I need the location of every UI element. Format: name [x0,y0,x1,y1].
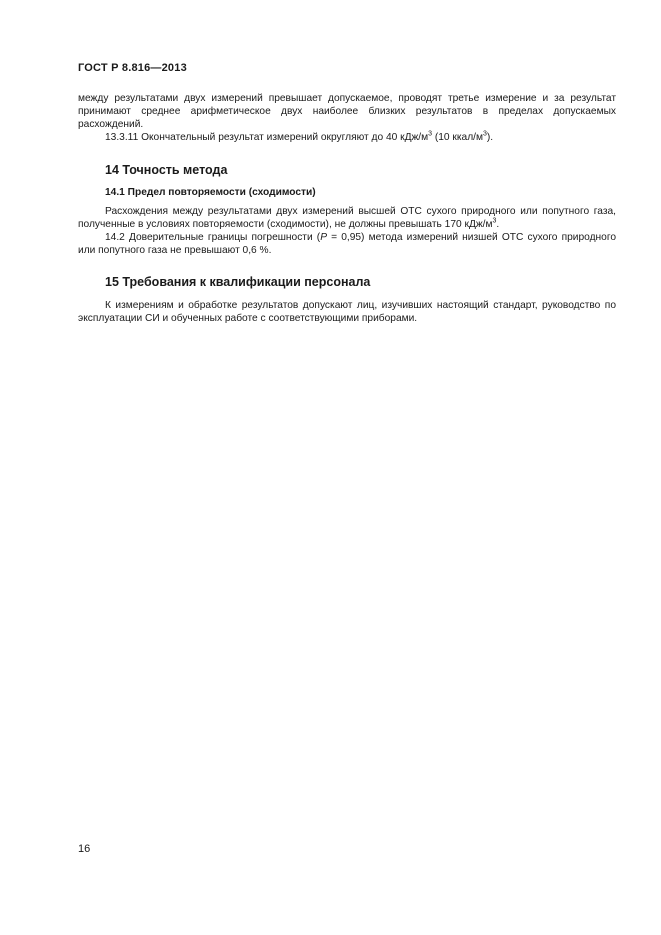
section-14-2-variable: P [320,232,327,243]
section-14-1-text: Расхождения между результатами двух измерений высшей ОТС сухого природного или попутного газа, полученные в условиях повторяемости (сходимости), не должны превышать 170 кДж/м [78,206,616,230]
page-content [78,92,616,325]
section-14-title: 14 Точность метода [105,163,228,177]
clause-13-3-11-sup-b: 3 [483,130,487,138]
section-14-2-paragraph [78,231,616,257]
section-14-2-text-b: = 0,95) метода измерений низшей ОТС сухого природного или попутного газа не превышают 0,6 %. [78,232,616,256]
section-15-title: 15 Требования к квалификации персонала [105,275,371,289]
section-14-1-title: 14.1 Предел повторяемости (сходимости) [105,187,316,198]
section-14-2-text-a: 14.2 Доверительные границы погрешности ( [105,232,321,243]
intro-continuation: между результатами двух измерений превышает допускаемое, проводят третье измерение и за результат принимают среднее арифметическое двух наиболее близких результатов в пределах допускаемых расхождений. [78,93,616,130]
clause-13-3-11 [78,131,616,144]
page-number: 16 [78,843,91,855]
section-14-1-sup: 3 [492,217,497,225]
clause-13-3-11-text-c: ). [486,132,494,143]
clause-13-3-11-text-a: 13.3.11 Окончательный результат измерений округляют до 40 кДж/м [105,132,429,143]
clause-13-3-11-sup-a: 3 [428,130,433,138]
section-14-1-end: . [496,219,500,230]
section-14-1-paragraph [78,205,616,231]
document-header: ГОСТ Р 8.816—2013 [78,62,187,74]
section-15-paragraph: К измерениям и обработке результатов допускают лиц, изучивших настоящий стандарт, руководство по эксплуатации СИ и обученных работе с соответствующими приборами. [78,300,616,324]
clause-13-3-11-text-b: (10 ккал/м [432,132,483,143]
